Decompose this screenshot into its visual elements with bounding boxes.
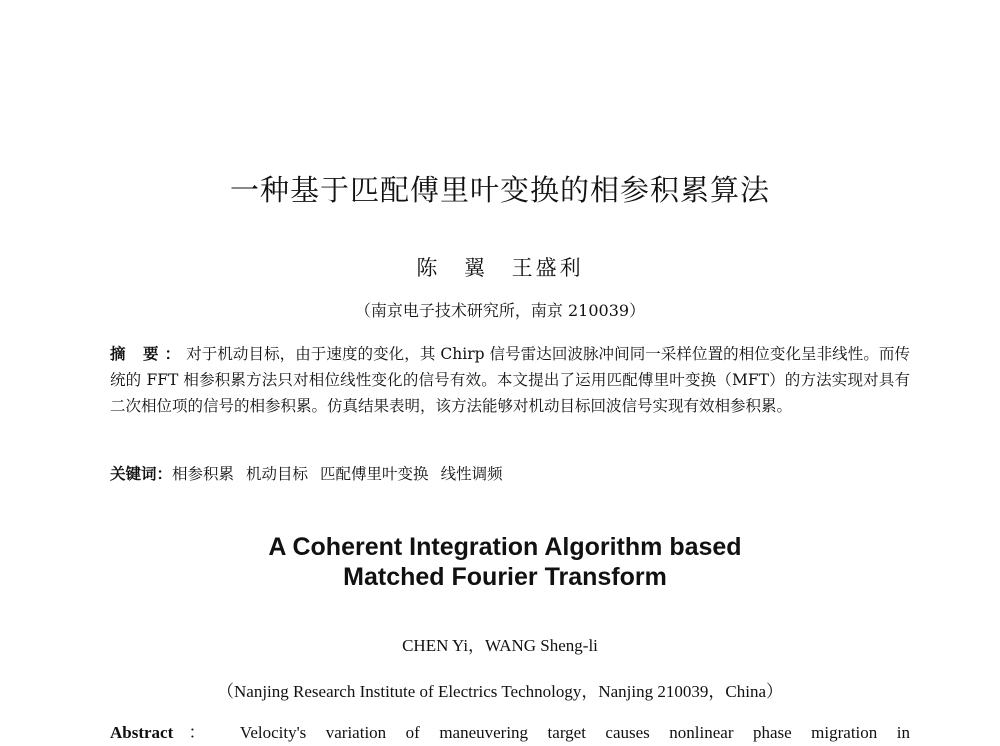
english-authors: CHEN Yi，WANG Sheng-li [402,636,598,655]
keyword-item: 匹配傅里叶变换 [320,465,429,483]
english-abstract-text: ： Velocity's variation of maneuvering target causes nonlinear phase migration in [173,723,910,742]
chinese-affiliation: （南京电子技术研究所，南京 210039） [354,301,646,320]
english-abstract-label: Abstract [110,723,174,742]
keyword-item: 机动目标 [246,465,309,483]
english-affiliation: （Nanjing Research Institute of Electrics Technology，Nanjing 210039，China） [217,682,783,701]
chinese-abstract-text: 对于机动目标，由于速度的变化，其 Chirp 信号雷达回波脉冲间同一采样位置的相位变化呈非线性。而传统的 FFT 相参积累方法只对相位线性变化的信号有效。本文提出了运用匹配傅里叶变换（MFT）的方法实现对具有二次相位项的信号的相参积累。仿真结果表明，该方法能够对机动目标回波信号实现有效相参积累。 [110,345,910,415]
chinese-authors: 陈 翼 王盛利 [416,256,584,280]
chinese-abstract [110,341,910,419]
chinese-keywords [110,461,910,487]
english-abstract [110,720,910,746]
english-title [0,532,1000,592]
chinese-abstract-label: 摘 要： [110,345,187,363]
keyword-item: 线性调频 [440,465,503,483]
chinese-title: 一种基于匹配傅里叶变换的相参积累算法 [229,173,770,207]
chinese-keywords-label: 关键词： [110,465,173,483]
keyword-item: 相参积累 [172,465,235,483]
english-title-line-2: Matched Fourier Transform [343,563,667,591]
english-title-line-1: A Coherent Integration Algorithm based [268,533,742,561]
